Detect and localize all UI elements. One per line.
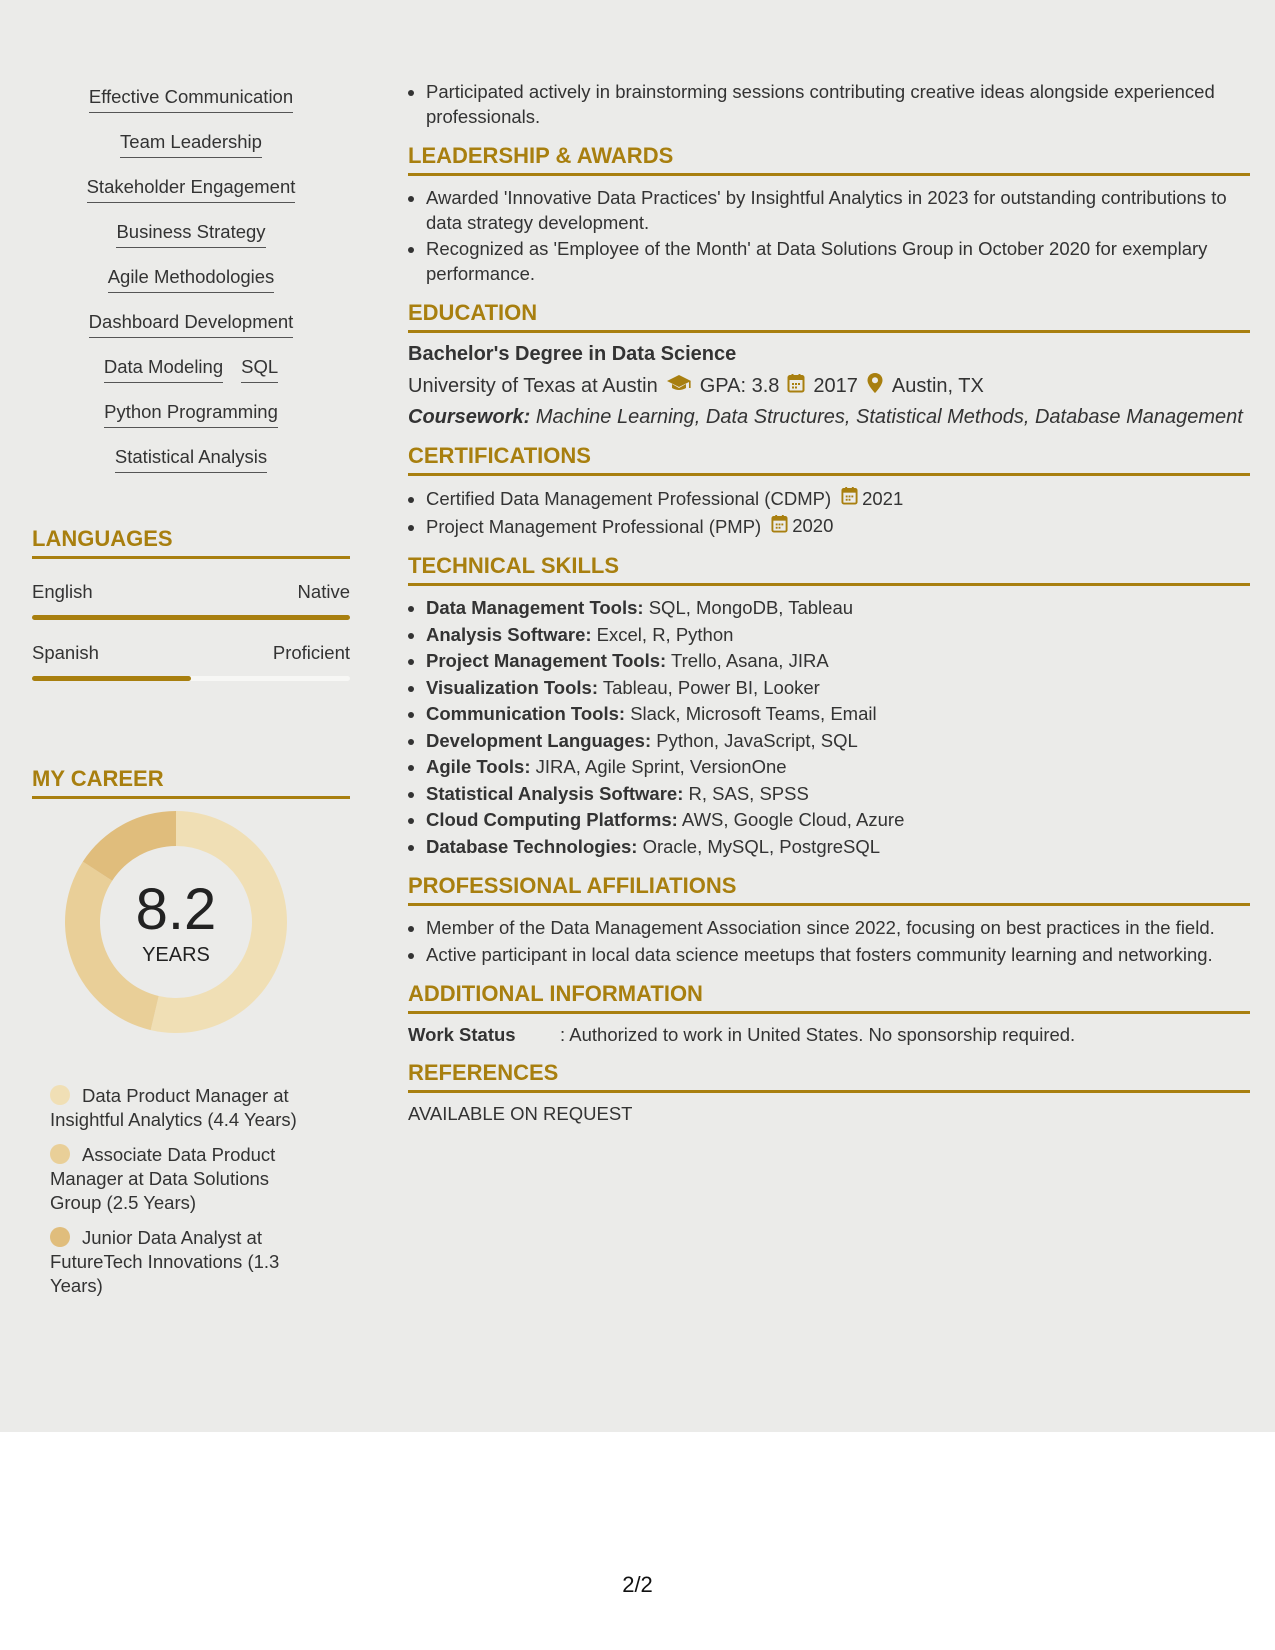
language-bar [32, 615, 350, 620]
technical-skill-value: JIRA, Agile Sprint, VersionOne [535, 756, 787, 777]
skill-tag: Team Leadership [120, 131, 262, 158]
technical-skill-label: Project Management Tools: [426, 650, 667, 671]
additional-info-section [408, 981, 1250, 1046]
skill-row [32, 221, 350, 248]
calendar-icon [787, 373, 805, 399]
technical-skill-value: Oracle, MySQL, PostgreSQL [642, 835, 881, 857]
coursework-label: Coursework: [408, 406, 531, 428]
skill-row [32, 176, 350, 203]
certifications-title: CERTIFICATIONS [408, 443, 1250, 476]
languages-section [32, 526, 350, 681]
technical-skill-value: SQL, MongoDB, Tableau [648, 597, 854, 618]
education-details [408, 372, 1250, 400]
list-item: • Participated actively in brainstorming sessions contributing creative ideas alongside experienced professionals. [426, 80, 1250, 129]
gpa-value: GPA: 3.8 [699, 374, 780, 397]
technical-skill-item [426, 676, 1250, 701]
skills-list [32, 86, 350, 491]
technical-skill-item [426, 596, 1250, 621]
technical-skill-item [426, 649, 1250, 674]
skill-tag: Stakeholder Engagement [87, 176, 296, 203]
certification-name: Certified Data Management Professional (CDMP) [426, 488, 832, 509]
technical-skill-item [426, 729, 1250, 754]
technical-skills-title: TECHNICAL SKILLS [408, 553, 1250, 586]
technical-skill-label: Analysis Software: [426, 623, 592, 645]
career-title: MY CAREER [32, 766, 350, 799]
career-years-unit: YEARS [142, 944, 210, 966]
language-bar-fill [32, 615, 350, 620]
skill-tag: Python Programming [104, 401, 278, 428]
list-item: • Active participant in local data science meetups that fosters community learning and networking. [426, 943, 1250, 968]
technical-skill-value: AWS, Google Cloud, Azure [681, 809, 905, 830]
skill-row [32, 446, 350, 473]
certification-year: 2021 [862, 487, 904, 509]
skill-row [32, 356, 350, 383]
technical-skill-item [426, 702, 1250, 727]
career-total-years: 8.2 [135, 877, 217, 942]
affiliations-title: PROFESSIONAL AFFILIATIONS [408, 873, 1250, 906]
technical-skills-list [408, 596, 1250, 859]
degree-name: Bachelor's Degree in Data Science [408, 343, 737, 365]
certifications-section [408, 443, 1250, 539]
right-column [408, 80, 1250, 1139]
school-name: University of Texas at Austin [408, 374, 658, 397]
affiliations-list [408, 916, 1250, 967]
leadership-list [408, 186, 1250, 286]
language-level: Proficient [272, 642, 350, 663]
skill-row [32, 401, 350, 428]
career-donut-chart [64, 810, 288, 1034]
career-legend-item [50, 1084, 320, 1132]
list-item: • Recognized as 'Employee of the Month' at Data Solutions Group in October 2020 for exemplary performance. [426, 237, 1250, 286]
references-text: AVAILABLE ON REQUEST [408, 1103, 633, 1124]
language-bar-fill [32, 676, 191, 681]
affiliations-section [408, 873, 1250, 967]
legend-label: Junior Data Analyst at FutureTech Innovations (1.3 Years) [50, 1227, 280, 1296]
legend-dot-icon [50, 1085, 70, 1105]
additional-info-title: ADDITIONAL INFORMATION [408, 981, 1250, 1014]
technical-skill-label: Development Languages: [426, 729, 652, 751]
languages-title: LANGUAGES [32, 526, 350, 559]
skill-tag: Statistical Analysis [115, 446, 267, 473]
legend-dot-icon [50, 1144, 70, 1164]
certification-item [426, 486, 1250, 512]
technical-skill-label: Statistical Analysis Software: [426, 782, 684, 804]
skill-row [32, 266, 350, 293]
graduation-cap-icon [666, 373, 692, 399]
technical-skill-label: Cloud Computing Platforms: [426, 809, 678, 830]
technical-skill-value: Trello, Asana, JIRA [671, 650, 829, 671]
career-legend-item [50, 1226, 320, 1298]
certification-year-wrap [841, 486, 903, 512]
references-section [408, 1060, 1250, 1125]
technical-skill-label: Agile Tools: [426, 756, 531, 777]
certification-year: 2020 [792, 515, 834, 536]
location-pin-icon [866, 372, 884, 400]
technical-skill-value: Excel, R, Python [596, 623, 734, 645]
technical-skill-item [426, 782, 1250, 807]
technical-skill-item [426, 623, 1250, 648]
coursework-list: Machine Learning, Data Structures, Statistical Methods, Database Management [535, 406, 1243, 428]
language-bar [32, 676, 350, 681]
experience-tail [408, 80, 1250, 129]
education-section [408, 300, 1250, 429]
references-title: REFERENCES [408, 1060, 1250, 1093]
calendar-icon [841, 486, 858, 512]
skill-row [32, 86, 350, 113]
skill-tag: Effective Communication [89, 86, 293, 113]
leadership-title: LEADERSHIP & AWARDS [408, 143, 1250, 176]
technical-skill-item [426, 835, 1250, 860]
coursework [408, 406, 1250, 429]
certification-year-wrap [771, 514, 833, 540]
career-legend [50, 1084, 320, 1309]
leadership-section [408, 143, 1250, 286]
legend-label: Associate Data Product Manager at Data Solutions Group (2.5 Years) [50, 1144, 276, 1213]
technical-skill-value: R, SAS, SPSS [688, 782, 809, 804]
skill-tag: Data Modeling [104, 356, 223, 383]
technical-skill-item [426, 808, 1250, 833]
work-status-value: : Authorized to work in United States. No sponsorship required. [560, 1024, 1076, 1045]
skill-tag: Agile Methodologies [108, 266, 275, 293]
language-level: Native [297, 581, 350, 602]
technical-skill-label: Visualization Tools: [426, 676, 599, 698]
skill-tag: Dashboard Development [89, 311, 294, 338]
graduation-year: 2017 [813, 374, 858, 397]
language-row [32, 642, 350, 664]
language-row [32, 581, 350, 603]
career-legend-item [50, 1143, 320, 1215]
technical-skill-item [426, 755, 1250, 780]
technical-skill-value: Python, JavaScript, SQL [656, 729, 858, 751]
technical-skill-value: Slack, Microsoft Teams, Email [630, 703, 877, 724]
certifications-list [408, 486, 1250, 539]
language-name: Spanish [32, 642, 99, 663]
page-number: 2/2 [622, 1572, 653, 1597]
skill-tag: Business Strategy [116, 221, 265, 248]
list-item: • Member of the Data Management Association since 2022, focusing on best practices in the field. [426, 916, 1250, 941]
technical-skill-value: Tableau, Power BI, Looker [602, 676, 820, 698]
career-section [32, 766, 350, 1326]
calendar-icon [771, 514, 788, 540]
education-title: EDUCATION [408, 300, 1250, 333]
skill-row [32, 311, 350, 338]
technical-skill-label: Data Management Tools: [426, 597, 644, 618]
certification-name: Project Management Professional (PMP) [426, 515, 762, 537]
skill-row [32, 131, 350, 158]
legend-dot-icon [50, 1227, 70, 1247]
language-name: English [32, 581, 93, 602]
work-status-label: Work Status [408, 1024, 516, 1045]
skill-tag: SQL [241, 356, 278, 383]
work-status-row [408, 1024, 1250, 1046]
technical-skill-label: Communication Tools: [426, 703, 626, 724]
list-item: • Awarded 'Innovative Data Practices' by Insightful Analytics in 2023 for outstanding contributions to data strategy development. [426, 186, 1250, 235]
languages-list [32, 581, 350, 681]
certification-item [426, 514, 1250, 540]
legend-label: Data Product Manager at Insightful Analytics (4.4 Years) [50, 1085, 297, 1130]
school-location: Austin, TX [891, 374, 984, 397]
technical-skills-section [408, 553, 1250, 859]
technical-skill-label: Database Technologies: [426, 835, 638, 857]
